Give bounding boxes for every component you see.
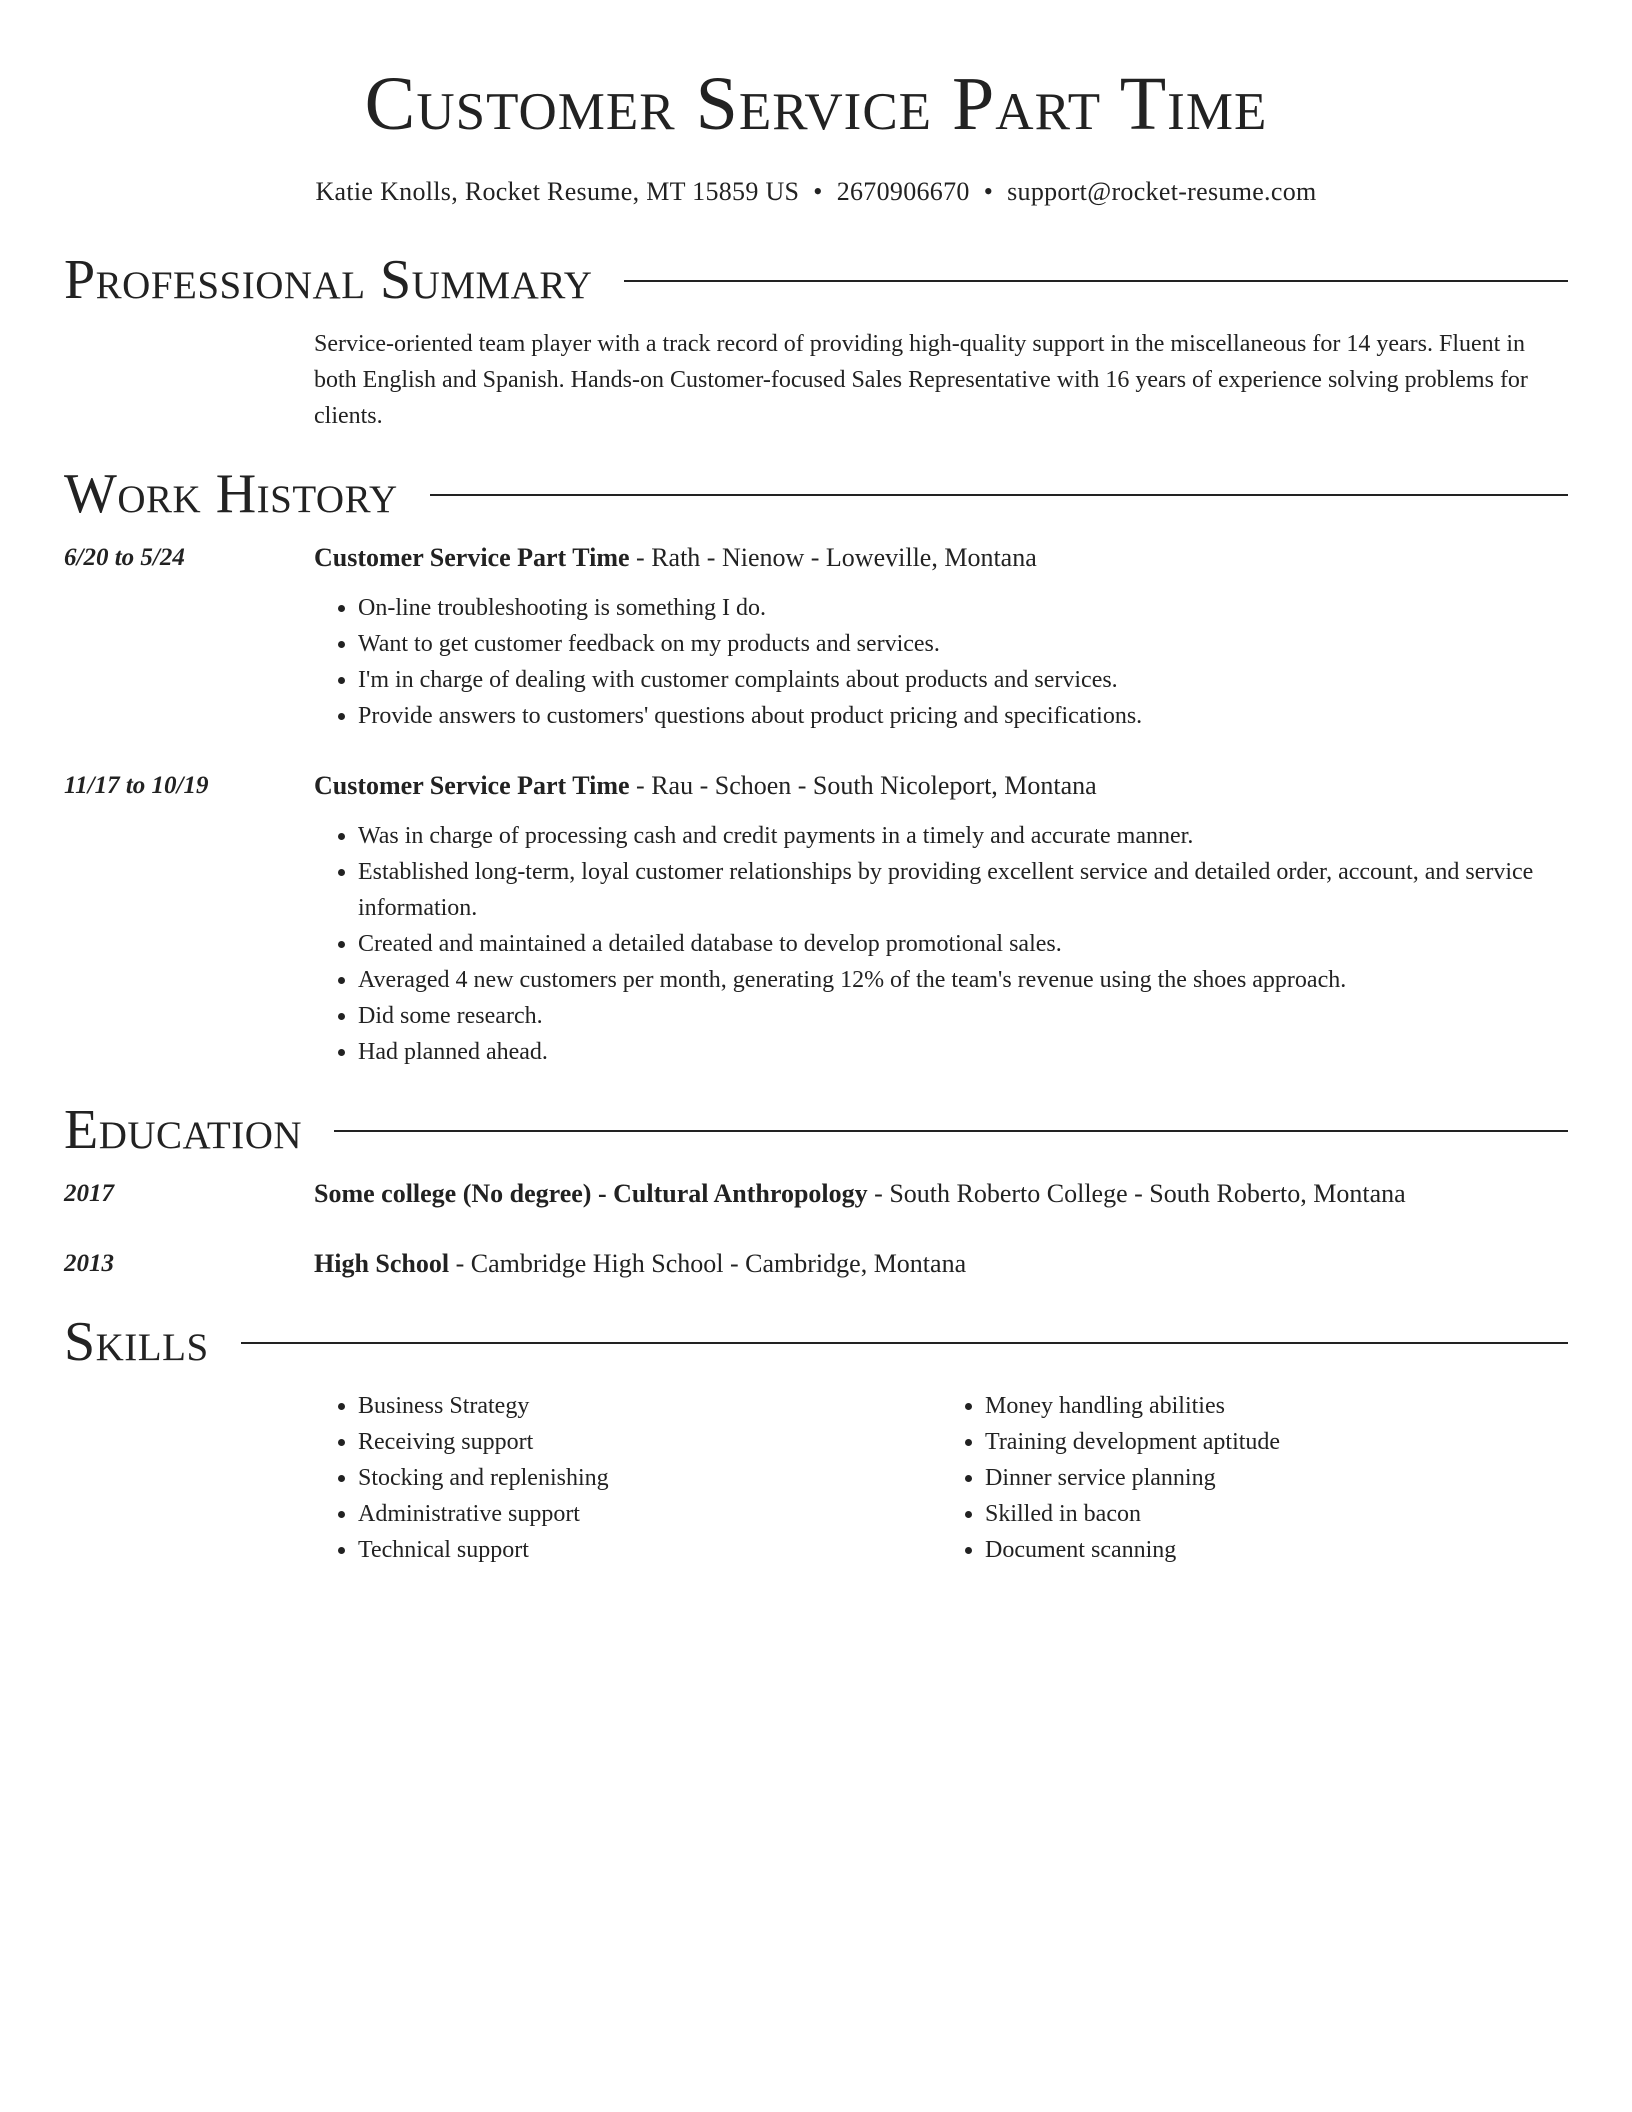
skill-item: • Dinner service planning xyxy=(985,1460,1568,1496)
skill-item: • Administrative support xyxy=(358,1496,941,1532)
skill-item: • Stocking and replenishing xyxy=(358,1460,941,1496)
job-details: - Rau - Schoen - South Nicoleport, Montana xyxy=(629,771,1097,800)
summary-heading: Professional Summary xyxy=(64,249,593,311)
job-heading-line xyxy=(314,540,1568,576)
section-heading xyxy=(64,1099,1568,1161)
skills-column xyxy=(941,1388,1568,1568)
contact-separator: • xyxy=(983,177,994,206)
resume-title: Customer Service Part Time xyxy=(364,62,1268,146)
education-details: - South Roberto College - South Roberto, Montana xyxy=(867,1179,1406,1208)
education-details: - Cambridge High School - Cambridge, Montana xyxy=(449,1249,967,1278)
job-bullets xyxy=(314,590,1568,734)
job-entry xyxy=(64,540,1568,734)
job-body xyxy=(314,768,1568,1070)
education-entry xyxy=(64,1176,1568,1212)
resume-header xyxy=(64,0,1568,208)
education-degree: High School xyxy=(314,1249,450,1278)
education-entry xyxy=(64,1246,1568,1282)
list-item: • Want to get customer feedback on my products and services. xyxy=(358,626,1568,662)
skill-item: • Document scanning xyxy=(985,1532,1568,1568)
job-heading-line xyxy=(314,768,1568,804)
education-line xyxy=(314,1246,1568,1282)
job-entry xyxy=(64,768,1568,1070)
education-heading: Education xyxy=(64,1099,303,1161)
work-history-heading: Work History xyxy=(64,463,398,525)
skills-heading: Skills xyxy=(64,1311,209,1373)
section-divider xyxy=(624,280,1568,282)
skill-item: • Technical support xyxy=(358,1532,941,1568)
summary-left-spacer xyxy=(64,326,314,434)
contact-line xyxy=(64,176,1568,208)
skill-item: • Skilled in bacon xyxy=(985,1496,1568,1532)
section-divider xyxy=(430,494,1568,496)
contact-email: support@rocket-resume.com xyxy=(1007,177,1317,206)
skill-item: • Business Strategy xyxy=(358,1388,941,1424)
list-item: • Had planned ahead. xyxy=(358,1034,1568,1070)
skill-item: • Receiving support xyxy=(358,1424,941,1460)
work-history-section xyxy=(64,463,1568,1070)
education-year: 2013 xyxy=(64,1250,114,1277)
contact-separator: • xyxy=(813,177,823,206)
section-divider xyxy=(334,1130,1568,1132)
list-item: • I'm in charge of dealing with customer complaints about products and services. xyxy=(358,662,1568,698)
list-item: • On-line troubleshooting is something I do. xyxy=(358,590,1568,626)
section-heading xyxy=(64,249,1568,311)
summary-section xyxy=(64,249,1568,434)
list-item: • Was in charge of processing cash and credit payments in a timely and accurate manner. xyxy=(358,818,1568,854)
contact-phone: 2670906670 xyxy=(836,177,970,206)
list-item: • Created and maintained a detailed database to develop promotional sales. xyxy=(358,926,1568,962)
job-title: Customer Service Part Time xyxy=(314,771,630,800)
section-heading xyxy=(64,1311,1568,1373)
list-item: • Provide answers to customers' questions about product pricing and specifications. xyxy=(358,698,1568,734)
skill-item: • Training development aptitude xyxy=(985,1424,1568,1460)
summary-row xyxy=(64,326,1568,434)
section-divider xyxy=(241,1342,1568,1344)
section-heading xyxy=(64,463,1568,525)
skills-row xyxy=(64,1388,1568,1568)
skills-left-spacer xyxy=(64,1388,314,1568)
job-title: Customer Service Part Time xyxy=(314,543,630,572)
education-section xyxy=(64,1099,1568,1282)
list-item: • Averaged 4 new customers per month, generating 12% of the team's revenue using the shoes approach. xyxy=(358,962,1568,998)
skill-item: • Money handling abilities xyxy=(985,1388,1568,1424)
education-degree: Some college (No degree) - Cultural Anthropology xyxy=(314,1179,868,1208)
list-item: • Did some research. xyxy=(358,998,1568,1034)
skills-section xyxy=(64,1311,1568,1568)
summary-body xyxy=(314,326,1568,434)
education-body xyxy=(314,1246,1568,1282)
summary-text: Service-oriented team player with a track record of providing high-quality support in the miscellaneous for 14 years. Fluent in both English and Spanish. Hands-on Customer-focused Sales Representative with 16 years of experience solving problems for clients. xyxy=(314,331,1528,429)
skills-grid xyxy=(314,1388,1568,1568)
contact-address: Katie Knolls, Rocket Resume, MT 15859 US xyxy=(315,177,800,206)
education-body xyxy=(314,1176,1568,1212)
list-item: • Established long-term, loyal customer relationships by providing excellent service and detailed order, account, and service information. xyxy=(358,854,1568,926)
job-dates: 11/17 to 10/19 xyxy=(64,772,209,799)
job-dates: 6/20 to 5/24 xyxy=(64,544,185,571)
job-details: - Rath - Nienow - Loweville, Montana xyxy=(629,543,1037,572)
education-year: 2017 xyxy=(64,1180,114,1207)
skills-column xyxy=(314,1388,941,1568)
job-body xyxy=(314,540,1568,734)
job-bullets xyxy=(314,818,1568,1070)
education-line xyxy=(314,1176,1568,1212)
